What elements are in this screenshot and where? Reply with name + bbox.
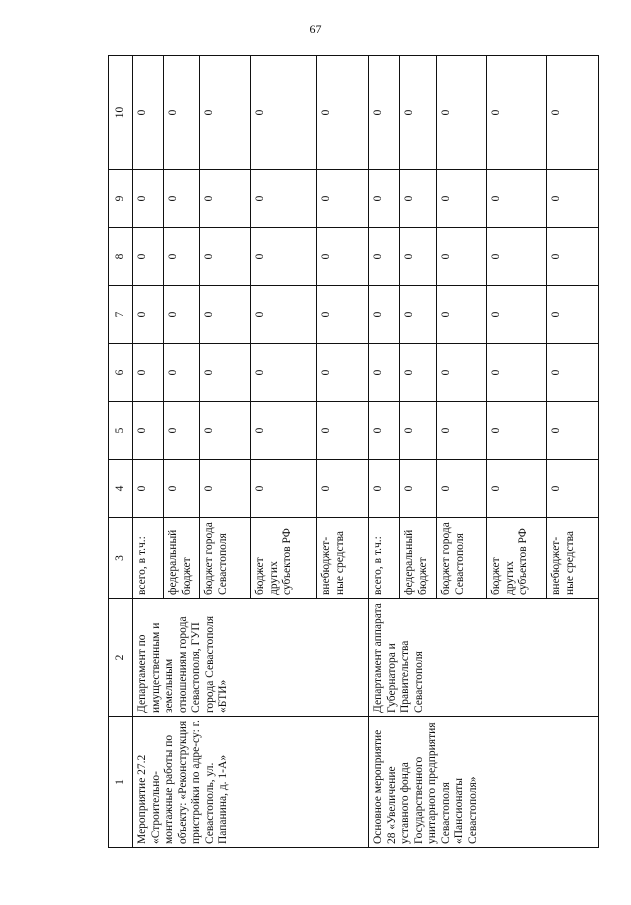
value-cell: 0 xyxy=(133,170,164,228)
table-header-row xyxy=(109,56,133,848)
column-header: 6 xyxy=(109,344,133,402)
value-cell: 0 xyxy=(487,402,547,460)
executor-cell: Департамент аппарата Губернатора и Правительства Севастополя xyxy=(369,599,599,717)
value-cell: 0 xyxy=(200,344,251,402)
value-cell: 0 xyxy=(133,56,164,170)
value-cell: 0 xyxy=(400,56,437,170)
value-cell: 0 xyxy=(369,460,400,518)
value-cell: 0 xyxy=(164,228,200,286)
column-header: 10 xyxy=(109,56,133,170)
value-cell: 0 xyxy=(369,170,400,228)
value-cell: 0 xyxy=(200,402,251,460)
funding-source-cell: внебюджет-ные средства xyxy=(317,518,369,599)
value-cell: 0 xyxy=(547,170,599,228)
value-cell: 0 xyxy=(251,344,317,402)
value-cell: 0 xyxy=(251,170,317,228)
column-header: 8 xyxy=(109,228,133,286)
value-cell: 0 xyxy=(437,460,487,518)
value-cell: 0 xyxy=(164,170,200,228)
table-row xyxy=(133,56,164,848)
value-cell: 0 xyxy=(437,170,487,228)
budget-table xyxy=(108,55,599,848)
value-cell: 0 xyxy=(487,56,547,170)
value-cell: 0 xyxy=(400,460,437,518)
funding-source-cell: бюджет города Севастополя xyxy=(200,518,251,599)
measure-cell: Основное мероприятие 28 «Увеличение уставного фонда Государственного унитарного предприятия Севастополя «Пансионаты Севастополя» xyxy=(369,717,599,848)
value-cell: 0 xyxy=(133,228,164,286)
value-cell: 0 xyxy=(547,344,599,402)
executor-cell: Департамент по имущественным и земельным отношениям города Севастополя, ГУП города Севастополя «БТИ» xyxy=(133,599,369,717)
value-cell: 0 xyxy=(487,286,547,344)
value-cell: 0 xyxy=(251,460,317,518)
value-cell: 0 xyxy=(487,170,547,228)
column-header: 4 xyxy=(109,460,133,518)
value-cell: 0 xyxy=(317,286,369,344)
value-cell: 0 xyxy=(251,286,317,344)
value-cell: 0 xyxy=(400,228,437,286)
value-cell: 0 xyxy=(200,56,251,170)
rotated-table-container xyxy=(108,56,598,848)
value-cell: 0 xyxy=(547,460,599,518)
value-cell: 0 xyxy=(369,228,400,286)
value-cell: 0 xyxy=(251,56,317,170)
value-cell: 0 xyxy=(164,56,200,170)
value-cell: 0 xyxy=(487,460,547,518)
column-header: 1 xyxy=(109,717,133,848)
value-cell: 0 xyxy=(133,344,164,402)
value-cell: 0 xyxy=(317,228,369,286)
value-cell: 0 xyxy=(400,286,437,344)
value-cell: 0 xyxy=(437,344,487,402)
value-cell: 0 xyxy=(437,286,487,344)
funding-source-cell: федеральный бюджет xyxy=(164,518,200,599)
funding-source-cell: бюджет других субъектов РФ xyxy=(487,518,547,599)
funding-source-cell: всего, в т.ч.: xyxy=(369,518,400,599)
value-cell: 0 xyxy=(200,460,251,518)
value-cell: 0 xyxy=(133,402,164,460)
table-row xyxy=(369,56,400,848)
value-cell: 0 xyxy=(164,402,200,460)
value-cell: 0 xyxy=(369,56,400,170)
value-cell: 0 xyxy=(547,56,599,170)
value-cell: 0 xyxy=(369,344,400,402)
value-cell: 0 xyxy=(133,286,164,344)
value-cell: 0 xyxy=(547,402,599,460)
value-cell: 0 xyxy=(487,344,547,402)
column-header: 3 xyxy=(109,518,133,599)
value-cell: 0 xyxy=(317,170,369,228)
value-cell: 0 xyxy=(164,286,200,344)
column-header: 7 xyxy=(109,286,133,344)
value-cell: 0 xyxy=(200,228,251,286)
value-cell: 0 xyxy=(400,344,437,402)
column-header: 9 xyxy=(109,170,133,228)
value-cell: 0 xyxy=(317,344,369,402)
value-cell: 0 xyxy=(317,402,369,460)
funding-source-cell: бюджет города Севастополя xyxy=(437,518,487,599)
value-cell: 0 xyxy=(487,228,547,286)
value-cell: 0 xyxy=(400,402,437,460)
measure-cell: Мероприятие 27.2 «Строительно-монтажные работы по объекту: «Реконструкция пристройки по адре-су: г. Севастополь, ул. Папанина, д. 1-А» xyxy=(133,717,369,848)
column-header: 5 xyxy=(109,402,133,460)
value-cell: 0 xyxy=(164,344,200,402)
value-cell: 0 xyxy=(437,402,487,460)
value-cell: 0 xyxy=(437,228,487,286)
value-cell: 0 xyxy=(547,286,599,344)
value-cell: 0 xyxy=(251,228,317,286)
value-cell: 0 xyxy=(317,460,369,518)
column-header: 2 xyxy=(109,599,133,717)
value-cell: 0 xyxy=(437,56,487,170)
value-cell: 0 xyxy=(369,286,400,344)
value-cell: 0 xyxy=(547,228,599,286)
funding-source-cell: бюджет других субъектов РФ xyxy=(251,518,317,599)
funding-source-cell: внебюджет-ные средства xyxy=(547,518,599,599)
funding-source-cell: всего, в т.ч.: xyxy=(133,518,164,599)
value-cell: 0 xyxy=(133,460,164,518)
value-cell: 0 xyxy=(200,286,251,344)
value-cell: 0 xyxy=(400,170,437,228)
value-cell: 0 xyxy=(200,170,251,228)
page-number: 67 xyxy=(309,22,322,36)
value-cell: 0 xyxy=(317,56,369,170)
value-cell: 0 xyxy=(251,402,317,460)
funding-source-cell: федеральный бюджет xyxy=(400,518,437,599)
value-cell: 0 xyxy=(164,460,200,518)
value-cell: 0 xyxy=(369,402,400,460)
